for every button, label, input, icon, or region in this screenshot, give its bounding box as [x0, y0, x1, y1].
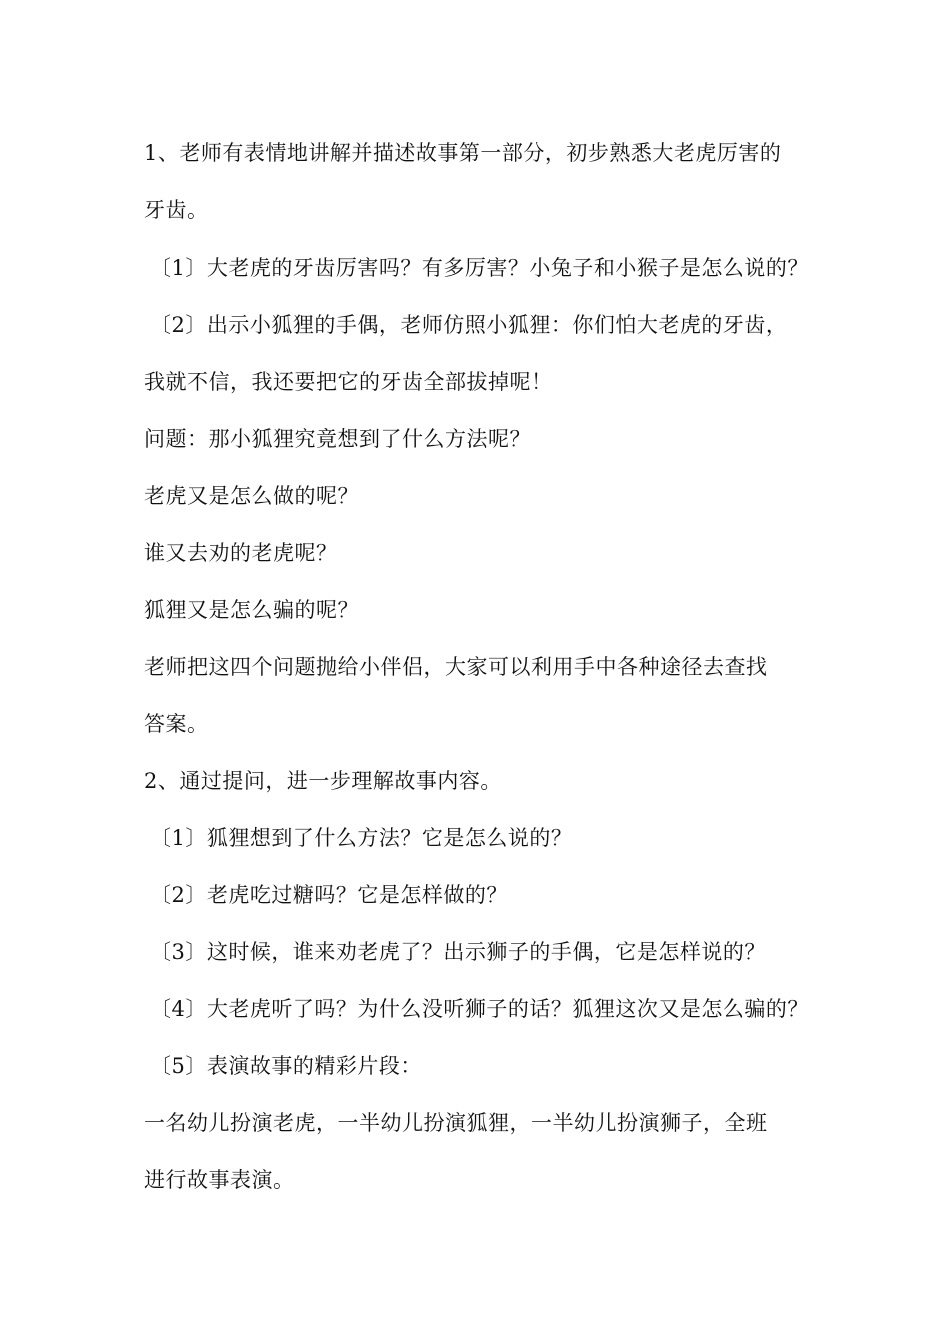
list-item: 〔5〕表演故事的精彩片段： — [150, 1054, 422, 1078]
paragraph-line: 进行故事表演。 — [144, 1168, 295, 1192]
paragraph-line: 我就不信，我还要把它的牙齿全部拔掉呢！ — [144, 370, 553, 394]
list-item: 〔2〕出示小狐狸的手偶，老师仿照小狐狸：你们怕大老虎的牙齿， — [150, 313, 788, 337]
section-heading: 2、通过提问，进一步理解故事内容。 — [144, 769, 502, 793]
list-item: 〔2〕老虎吃过糖吗？它是怎样做的？ — [150, 883, 508, 907]
paragraph-line: 答案。 — [144, 712, 209, 736]
question-line: 老虎又是怎么做的呢？ — [144, 484, 359, 508]
list-item: 〔1〕大老虎的牙齿厉害吗？有多厉害？小兔子和小猴子是怎么说的？ — [150, 256, 809, 280]
question-line: 问题：那小狐狸究竟想到了什么方法呢？ — [144, 427, 531, 451]
list-item: 〔1〕狐狸想到了什么方法？它是怎么说的？ — [150, 826, 573, 850]
question-line: 狐狸又是怎么骗的呢？ — [144, 598, 359, 622]
list-item: 〔4〕大老虎听了吗？为什么没听狮子的话？狐狸这次又是怎么骗的？ — [150, 997, 809, 1021]
paragraph-line: 老师把这四个问题抛给小伴侣，大家可以利用手中各种途径去查找 — [144, 655, 768, 679]
paragraph-line: 一名幼儿扮演老虎，一半幼儿扮演狐狸，一半幼儿扮演狮子，全班 — [144, 1111, 768, 1135]
list-item: 〔3〕这时候，谁来劝老虎了？出示狮子的手偶，它是怎样说的？ — [150, 940, 766, 964]
question-line: 谁又去劝的老虎呢？ — [144, 541, 338, 565]
paragraph-line: 牙齿。 — [144, 198, 209, 222]
paragraph-line: 1、老师有表情地讲解并描述故事第一部分，初步熟悉大老虎厉害的 — [144, 141, 782, 165]
